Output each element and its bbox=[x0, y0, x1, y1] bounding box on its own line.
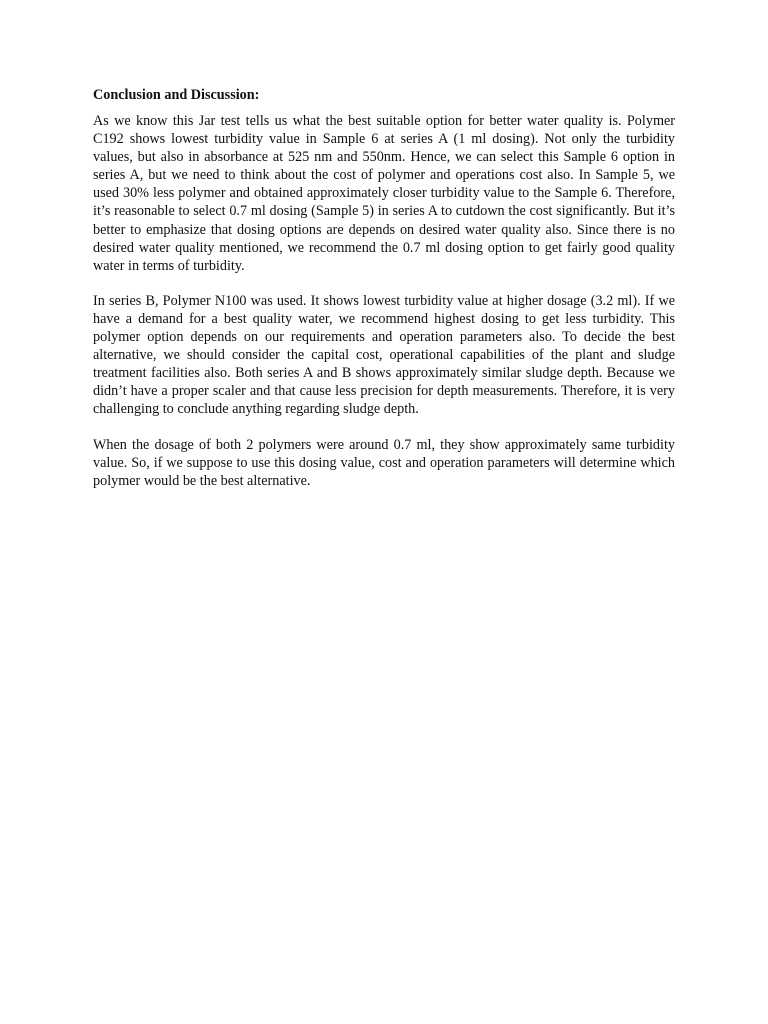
section-heading: Conclusion and Discussion: bbox=[93, 87, 260, 103]
paragraph-comparison: When the dosage of both 2 polymers were around 0.7 ml, they show approximately same turbidity value. So, if we suppose to use this dosing value, cost and operation parameters will determine which polymer would be the best alternative. bbox=[93, 436, 675, 489]
paragraph-series-a: As we know this Jar test tells us what the best suitable option for better water quality is. Polymer C192 shows lowest turbidity value in Sample 6 at series A (1 ml dosing). Not only the turbidity values, but also in absorbance at 525 nm and 550nm. Hence, we can select this Sample 6 option in series A, but we need to think about the cost of polymer and operations cost also. In Sample 5, we used 30% less polymer and obtained approximately closer turbidity value to the Sample 6. Therefore, it’s reasonable to select 0.7 ml dosing (Sample 5) in series A to cutdown the cost significantly. But it’s better to emphasize that dosing options are depends on desired water quality also. Since there is no desired water quality mentioned, we recommend the 0.7 ml dosing option to get fairly good quality water in terms of turbidity. bbox=[93, 113, 675, 274]
paragraph-series-b: In series B, Polymer N100 was used. It shows lowest turbidity value at higher dosage (3.2 ml). If we have a demand for a best quality water, we recommend highest dosing to get less turbidity. This polymer option depends on our requirements and operation parameters also. To decide the best alternative, we should consider the capital cost, operational capabilities of the plant and sludge treatment facilities also. Both series A and B shows approximately similar sludge depth. Because we didn’t have a proper scaler and that cause less precision for depth measurements. Therefore, it is very challenging to conclude anything regarding sludge depth. bbox=[93, 292, 675, 418]
document-body bbox=[93, 86, 675, 507]
